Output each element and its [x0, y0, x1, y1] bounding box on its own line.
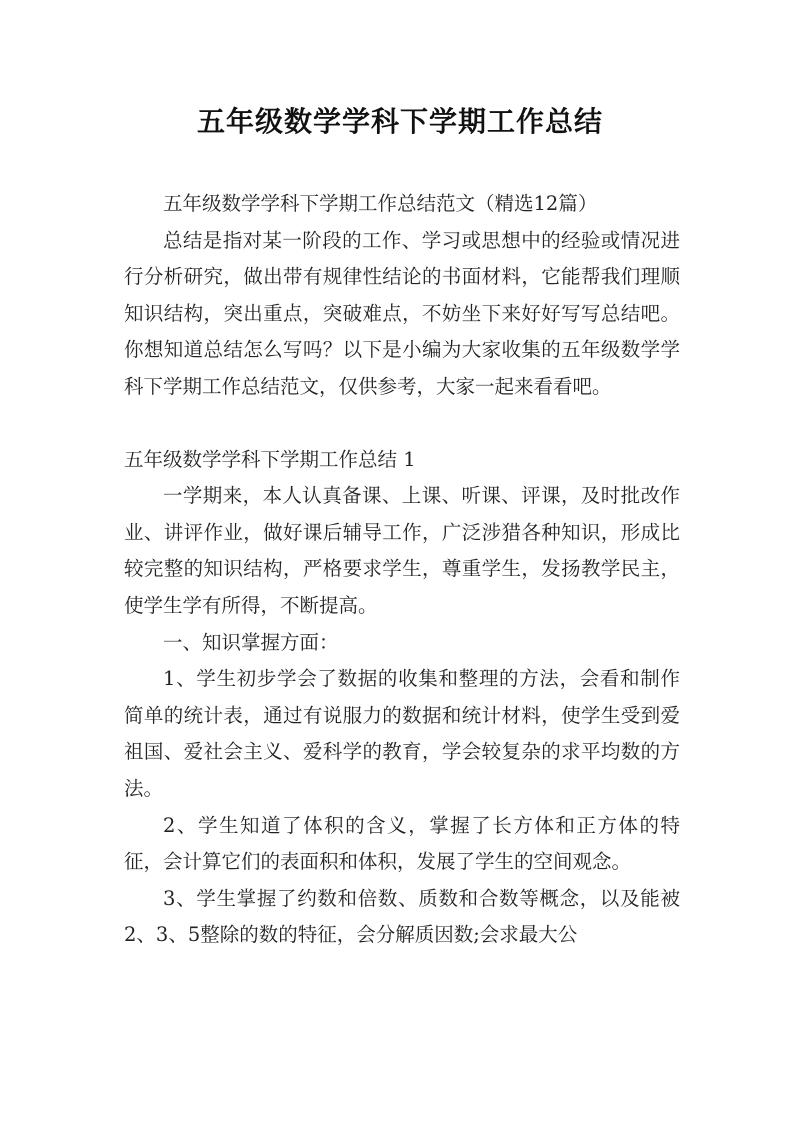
spacer: [124, 406, 680, 442]
body-paragraph: 1、学生初步学会了数据的收集和整理的方法，会看和制作简单的统计表，通过有说服力的数据和统计材料，使学生受到爱祖国、爱社会主义、爱科学的教育，学会较复杂的求平均数的方法。: [124, 667, 680, 800]
subsection-heading: 一、知识掌握方面：: [163, 630, 339, 654]
document-body: [124, 186, 680, 954]
intro-paragraph: 总结是指对某一阶段的工作、学习或思想中的经验或情况进行分析研究，做出带有规律性结论的书面材料，它能帮我们理顺知识结构，突出重点，突破难点，不妨坐下来好好写写总结吧。你想知道总结怎么写吗？以下是小编为大家收集的五年级数学学科下学期工作总结范文，仅供参考，大家一起来看看吧。: [124, 228, 680, 398]
body-paragraph: 一学期来，本人认真备课、上课、听课、评课，及时批改作业、讲评作业，做好课后辅导工作，广泛涉猎各种知识，形成比较完整的知识结构，严格要求学生，尊重学生，发扬教学民主，使学生学有所得，不断提高。: [124, 484, 680, 617]
body-paragraph: 2、学生知道了体积的含义，掌握了长方体和正方体的特征，会计算它们的表面积和体积，发展了学生的空间观念。: [124, 813, 680, 874]
body-paragraph: 3、学生掌握了约数和倍数、质数和合数等概念，以及能被2、3、5整除的数的特征，会分解质因数;会求最大公: [124, 886, 680, 947]
subtitle-line: 五年级数学学科下学期工作总结范文（精选12篇）: [163, 192, 598, 215]
section-heading: 五年级数学学科下学期工作总结 1: [124, 447, 416, 471]
document-title: 五年级数学学科下学期工作总结: [196, 105, 603, 138]
